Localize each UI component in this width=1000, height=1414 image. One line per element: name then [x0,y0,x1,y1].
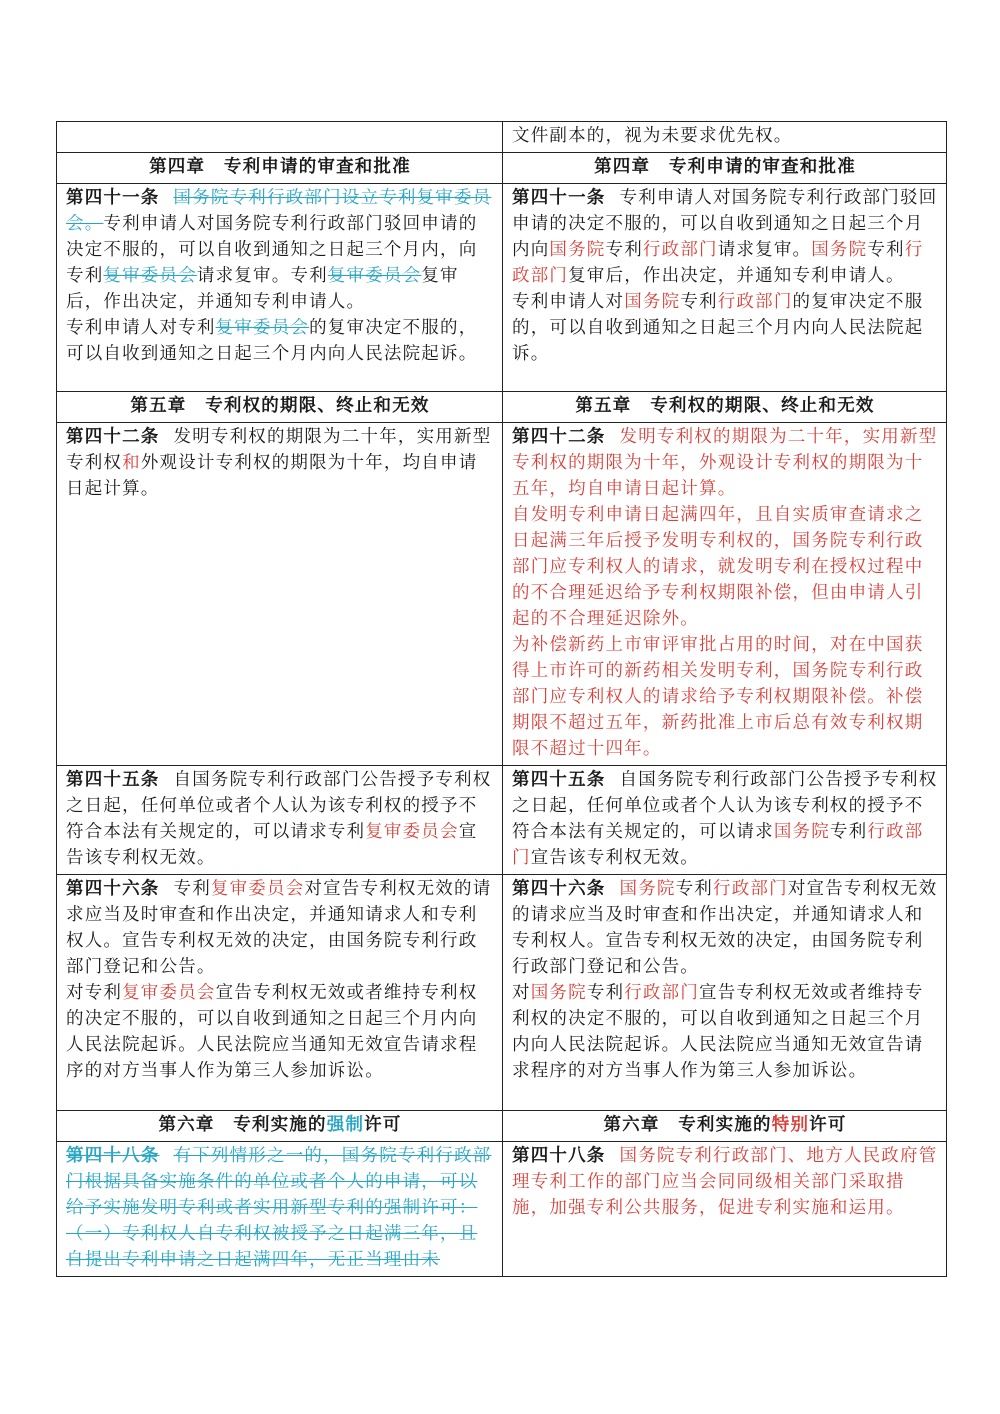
inserted-paragraph: 为补偿新药上市审评审批占用的时间，对在中国获得上市许可的新药相关发明专利，国务院专利行政部门应专利权人的请求给予专利权期限补偿。补偿期限不超过五年，新药批准上市后总有效专利权期限不超过十四年。 [512,635,924,759]
inserted-text: 国务院 [530,983,587,1003]
inserted-text: 行政部门 [717,292,793,312]
table-row [57,423,947,766]
deleted-text: 有下列情形之一的，国务院专利行政部门根据具备实施条件的单位或者个人的申请，可以给予实施发明专利或者实用新型专利的强制许可： [66,1146,492,1218]
paragraph [66,315,494,367]
left-cell [57,766,503,875]
inserted-text: 复审委员会 [365,822,459,842]
text: 宣告该专利权无效。 [530,848,700,868]
article-label: 第四十六条 [66,879,160,899]
text: 专利申请人对 [512,292,625,312]
article-label: 第四十二条 [512,427,606,447]
chapter-heading-left: 第四章 专利申请的审查和批准 [57,153,503,184]
inserted-text: 行政部门 [713,879,788,899]
text: 专利 [173,879,211,899]
right-cell [503,423,947,766]
left-cell [57,184,503,392]
chapter-heading-left: 第五章 专利权的期限、终止和无效 [57,392,503,423]
text: 对专利 [66,983,123,1003]
left-cell [57,1142,503,1277]
deleted-paragraph: （一）专利权人自专利权被授予之日起满三年，且自提出专利申请之日起满四年，无正当理由未 [66,1224,478,1270]
text: 的复审决定不服的，可以自收到通知之日起三个月内向人民法院起诉。 [66,318,478,364]
deleted-text: 国务院专利行政部门设立专利复审委员会。 [66,188,492,234]
chapter-heading-left [57,1111,503,1142]
heading-text: 第六章 专利实施的 [603,1115,772,1135]
inserted-text: 国务院 [811,240,868,260]
heading-text: 第六章 专利实施的 [158,1115,327,1135]
article-label: 第四十一条 [512,188,606,208]
inserted-text: 行政部门 [512,240,924,286]
text: 专利 [675,879,714,899]
text: 宣告专利权无效或者维持专利权的决定不服的，可以自收到通知之日起三个月内向人民法院起诉。人民法院应当通知无效宣告请求程序的对方当事人作为第三人参加诉讼。 [512,983,924,1081]
left-cell [57,122,503,153]
paragraph [66,876,494,980]
text: 专利申请人对国务院专利行政部门驳回申请的决定不服的，可以自收到通知之日起三个月内向 [512,188,938,260]
inserted-text: 行政部门 [624,983,700,1003]
chapter-heading-right: 第四章 专利申请的审查和批准 [503,153,947,184]
text: 宣告该专利权无效。 [66,822,478,868]
text: 专利 [829,822,868,842]
text: 复审后，作出决定，并通知专利申请人。 [66,266,459,312]
paragraph [512,1143,938,1221]
text: 专利 [586,983,625,1003]
inserted-text: 和 [122,453,141,473]
table-row [57,184,947,392]
table-row [57,875,947,1111]
text: 专利申请人对国务院专利行政部门驳回申请的决定不服的，可以自收到通知之日起三个月内，向专利 [66,214,478,286]
chapter-heading-row [57,153,947,184]
inserted-text: 行政部门 [512,822,924,868]
chapter-heading-right [503,1111,947,1142]
inserted-text: 国务院专利行政部门、地方人民政府管理专利工作的部门应当会同同级相关部门采取措施，加强专利公共服务，促进专利实施和运用。 [512,1146,938,1218]
paragraph [512,424,938,502]
chapter-heading-row [57,1111,947,1142]
inserted-text: 国务院 [549,240,606,260]
article-label: 第四十二条 [66,427,160,447]
text: 复审后，作出决定，并通知专利申请人。 [568,266,905,286]
paragraph [66,980,494,1084]
article-label: 第四十五条 [512,770,606,790]
article-label: 第四十八条 [512,1146,606,1166]
article-label: 第四十八条 [66,1146,160,1166]
right-cell [503,122,947,153]
inserted-text: 行政部门 [642,240,718,260]
inserted-text: 国务院 [619,879,676,899]
text: 请求复审。 [717,240,812,260]
paragraph [512,289,938,367]
text: 宣告专利权无效或者维持专利权的决定不服的，可以自收到通知之日起三个月内向人民法院起诉。人民法院应当通知无效宣告请求程序的对方当事人作为第三人参加诉讼。 [66,983,478,1081]
left-cell [57,423,503,766]
right-cell [503,875,947,1111]
paragraph [512,876,938,980]
deleted-paragraph [66,1143,494,1221]
text: 对 [512,983,531,1003]
inserted-paragraph: 自发明专利申请日起满四年，且自实质审查请求之日起满三年后授予发明专利权的，国务院专利行政部门应专利权人的请求，就发明专利在授权过程中的不合理延迟给予专利权期限补偿，但由申请人引起的不合理延迟除外。 [512,505,924,629]
right-cell [503,766,947,875]
heading-text: 许可 [364,1115,402,1135]
inserted-text: 国务院 [773,822,830,842]
right-cell [503,184,947,392]
article-label: 第四十六条 [512,879,606,899]
right-cell [503,1142,947,1277]
paragraph [66,185,494,315]
text: 专利 [867,240,905,260]
text: 对宣告专利权无效的请求应当及时审查和作出决定，并通知请求人和专利权人。宣告专利权无效的决定，由国务院专利行政部门登记和公告。 [512,879,938,977]
text: 请求复审。专利 [196,266,328,286]
changed-text: 特别 [771,1115,810,1135]
deleted-text: 复审委员会 [327,266,422,286]
paragraph [512,980,938,1084]
table-row [57,122,947,153]
cell-text: 文件副本的，视为未要求优先权。 [512,126,793,146]
paragraph [512,767,938,871]
inserted-text: 国务院 [624,292,681,312]
inserted-text: 发明专利权的期限为二十年，实用新型专利权的期限为十年，外观设计专利权的期限为十五年，均自申请日起计算。 [512,427,938,499]
left-cell [57,875,503,1111]
paragraph [512,185,938,289]
text: 专利 [605,240,643,260]
text: 自国务院专利行政部门公告授予专利权之日起，任何单位或者个人认为该专利权的授予不符合本法有关规定的，可以请求 [512,770,938,842]
text: 的复审决定不服的，可以自收到通知之日起三个月内向人民法院起诉。 [512,292,924,364]
text: 专利 [680,292,718,312]
inserted-text: 复审委员会 [122,983,216,1003]
inserted-text: 复审委员会 [210,879,305,899]
text: 自国务院专利行政部门公告授予专利权之日起，任何单位或者个人认为该专利权的授予不符合本法有关规定的，可以请求专利 [66,770,492,842]
paragraph [66,767,494,871]
heading-text: 许可 [809,1115,847,1135]
deleted-text: 复审委员会 [215,318,310,338]
table-row [57,1142,947,1277]
chapter-heading-row [57,392,947,423]
text: 对宣告专利权无效的请求应当及时审查和作出决定，并通知请求人和专利权人。宣告专利权无效的决定，由国务院专利行政部门登记和公告。 [66,879,492,977]
paragraph [66,424,494,502]
table-row [57,766,947,875]
changed-text: 强制 [326,1115,365,1135]
chapter-heading-right: 第五章 专利权的期限、终止和无效 [503,392,947,423]
article-label: 第四十五条 [66,770,160,790]
comparison-table [56,121,947,1277]
text: 外观设计专利权的期限为十年，均自申请日起计算。 [66,453,478,499]
article-label: 第四十一条 [66,188,160,208]
deleted-text: 复审委员会 [103,266,197,286]
text: 专利申请人对专利 [66,318,216,338]
text: 发明专利权的期限为二十年，实用新型专利权 [66,427,492,473]
